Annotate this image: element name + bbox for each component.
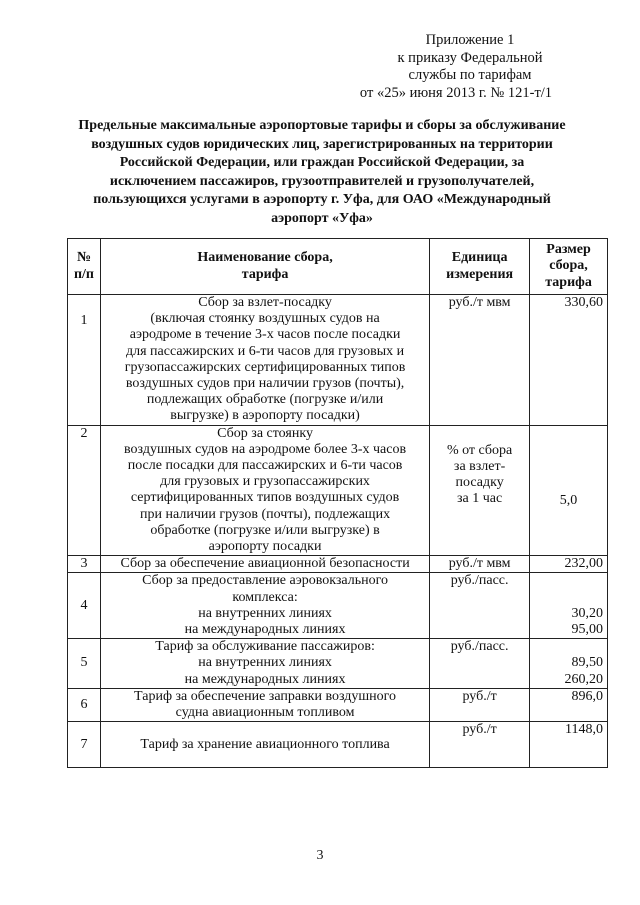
table-row [68, 722, 608, 768]
row-name [100, 722, 429, 768]
annex-line: Приложение 1 [425, 32, 515, 48]
header-text: сбора, [549, 258, 588, 274]
name-line: для грузовых и грузопассажирских [160, 474, 370, 490]
row-number: 7 [68, 722, 101, 768]
row-number: 5 [68, 639, 101, 689]
name-line: после посадки для пассажирских и 6-ти часов [127, 458, 403, 474]
row-name [100, 573, 429, 639]
row-number: 3 [68, 556, 101, 573]
name-line: на внутренних линиях [198, 655, 332, 671]
unit-line: руб./пасс. [450, 639, 509, 655]
row-unit [430, 639, 530, 689]
name-line: воздушных судов при наличии грузов (почты), [125, 376, 405, 392]
unit-line: за 1 час [457, 491, 503, 507]
header-size [530, 239, 608, 295]
row-value [530, 639, 608, 689]
value-line: 89,50 [571, 655, 603, 671]
row-name [100, 425, 429, 556]
annex-line: от «25» июня 2013 г. № 121-т/1 [359, 84, 553, 101]
annex-line: службы по тарифам [408, 67, 532, 83]
name-line: подлежащих обработке (погрузке и/или [146, 392, 384, 408]
header-text: тарифа [545, 274, 592, 290]
name-line: грузопассажирских сертифицированных типов [124, 359, 406, 375]
row-unit [430, 295, 530, 426]
unit-line: руб./пасс. [450, 573, 509, 589]
annex-reference [360, 32, 580, 102]
name-line: Тариф за обеспечение заправки воздушного [134, 688, 397, 704]
unit-line: руб./т мвм [448, 295, 511, 310]
title-line: исключением пассажиров, грузоотправителей и грузополучателей, [109, 173, 535, 189]
row-unit [430, 556, 530, 573]
unit-line: руб./т [462, 722, 497, 738]
table-row [68, 639, 608, 689]
header-text: тарифа [241, 266, 289, 282]
unit-line: за взлет- [453, 458, 506, 474]
header-unit [430, 239, 530, 295]
table-row [68, 425, 608, 556]
row-number: 4 [68, 573, 101, 639]
title-line: Предельные максимальные аэропортовые тарифы и сборы за обслуживание [78, 118, 566, 133]
unit-line: руб./т [462, 688, 497, 704]
row-unit [430, 688, 530, 721]
name-line: на международных линиях [184, 622, 346, 638]
table-row [68, 573, 608, 639]
annex-line: к приказу Федеральной [397, 49, 543, 66]
row-unit [430, 425, 530, 556]
header-text: Наименование сбора, [197, 250, 333, 266]
value-line: 330,60 [564, 295, 603, 310]
name-line: аэродроме в течение 3-х часов после посадки [129, 327, 401, 343]
unit-line: руб./т мвм [448, 556, 511, 572]
header-text: Размер [546, 242, 591, 258]
name-line: Тариф за обслуживание пассажиров: [155, 639, 375, 655]
value-line: 5,0 [559, 492, 578, 508]
row-name [100, 295, 429, 426]
row-value [530, 295, 608, 426]
row-value [530, 556, 608, 573]
name-line: Сбор за предоставление аэровокзального [142, 573, 388, 589]
row-name [100, 639, 429, 689]
name-line: на международных линиях [184, 671, 346, 687]
title-line: аэропорт «Уфа» [271, 210, 373, 226]
name-line: Тариф за хранение авиационного топлива [140, 736, 390, 752]
row-value [530, 722, 608, 768]
name-line: выгрузке) в аэропорту посадки) [170, 408, 360, 424]
table-row [68, 295, 608, 426]
row-number: 6 [68, 688, 101, 721]
value-line: 260,20 [564, 671, 603, 687]
header-name [100, 239, 429, 295]
name-line: при наличии грузов (почты), подлежащих [140, 506, 391, 522]
header-text: п/п [73, 266, 94, 282]
table-header-row [68, 239, 608, 295]
document-title [48, 117, 596, 229]
row-value [530, 573, 608, 639]
page-number: 3 [316, 848, 324, 863]
name-line: судна авиационным топливом [175, 705, 355, 721]
name-line: Сбор за обеспечение авиационной безопасности [120, 556, 410, 572]
unit-line: % от сбора [446, 442, 513, 458]
header-text: измерения [446, 266, 514, 282]
name-line: комплекса: [232, 589, 298, 605]
title-line: Российской Федерации, или граждан Российской Федерации, за [119, 155, 525, 171]
name-line: аэропорту посадки [208, 539, 322, 555]
title-line: пользующихся услугами в аэропорту г. Уфа, для ОАО «Международный [93, 192, 551, 208]
row-name [100, 556, 429, 573]
value-line: 95,00 [571, 622, 603, 638]
name-line: для пассажирских и 6-ти часов для грузовых и [125, 343, 405, 359]
name-line: воздушных судов на аэродроме более 3-х часов [124, 441, 407, 457]
table-row [68, 556, 608, 573]
value-line: 1148,0 [565, 722, 603, 738]
header-text: № [76, 250, 92, 266]
header-text: Единица [451, 250, 508, 266]
row-unit [430, 722, 530, 768]
row-number: 2 [68, 425, 101, 556]
tariffs-table [67, 238, 608, 768]
unit-line: посадку [455, 475, 504, 491]
table-row [68, 688, 608, 721]
value-line: 232,00 [564, 556, 603, 572]
value-line: 30,20 [571, 605, 603, 621]
row-unit [430, 573, 530, 639]
name-line: сертифицированных типов воздушных судов [130, 490, 400, 506]
value-line: 896,0 [571, 688, 603, 704]
row-value [530, 425, 608, 556]
row-value [530, 688, 608, 721]
name-line: (включая стоянку воздушных судов на [150, 311, 380, 327]
name-line: на внутренних линиях [198, 605, 332, 621]
name-line: Сбор за взлет-посадку [198, 295, 332, 310]
name-line: Сбор за стоянку [217, 425, 313, 441]
title-line: воздушных судов юридических лиц, зарегистрированных на территории [91, 136, 553, 152]
name-line: обработке (погрузке и/или выгрузке) в [150, 522, 380, 538]
row-number: 1 [68, 295, 101, 426]
row-name [100, 688, 429, 721]
header-number [68, 239, 101, 295]
